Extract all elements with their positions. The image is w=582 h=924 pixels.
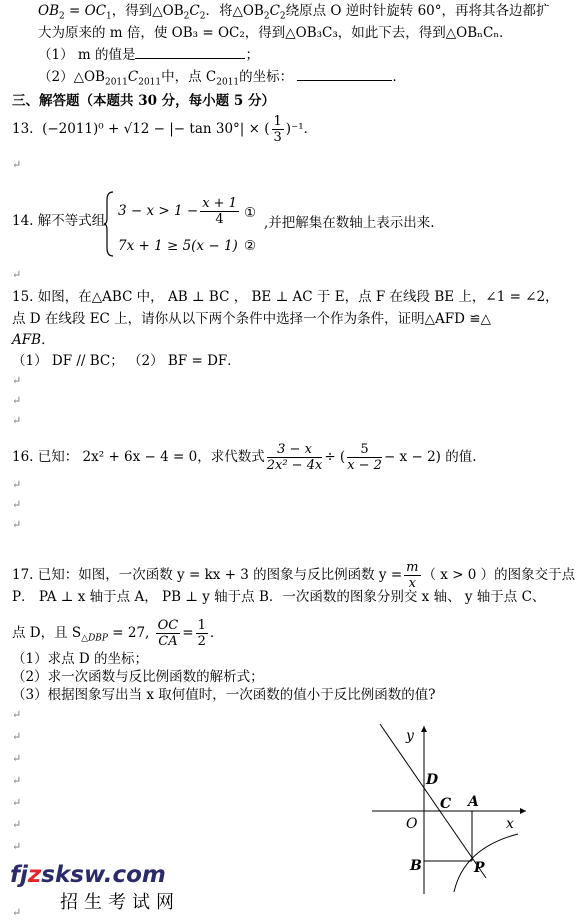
question-13: 13. (−2011)⁰ + √12 − |− tan 30°| × ( $\frac{1}{3}$ )⁻¹． [12, 114, 318, 145]
question-15-line3: AFB． [12, 332, 55, 348]
return-mark: ↵ [12, 818, 22, 831]
label-d: D [426, 772, 439, 788]
rotation-text-line2: 大为原来的 m 倍，使 OB₃ = OC₂，得到△OB₃C₃，如此下去，得到△OBₙCₙ． [38, 25, 513, 41]
question-17-sub2: （2）求一次函数与反比例函数的解析式； [12, 669, 264, 685]
logo-tagline: 招生考试网 [60, 892, 180, 913]
question-16: 16. 已知： 2x² + 6x − 4 = 0，求代数式 $\frac{3 - x}{\text{2x² − 4x}}$ ÷ ( $\frac{5}{x - 2}$ − x − 2) 的值. [12, 442, 477, 473]
inequality-1: 3 − x > 1 − $\frac{x + 1}{4}$ [118, 196, 237, 227]
return-mark: ↵ [12, 752, 22, 765]
label-p: P [474, 860, 485, 876]
question-15-line2: 点 D 在线段 EC 上，请你从以下两个条件中选择一个作为条件，证明△AFD ≌△ [12, 311, 491, 327]
label-o: O [406, 816, 418, 832]
return-mark: ↵ [12, 158, 22, 171]
question-17-line2: P． PA ⊥ x 轴于点 A， PB ⊥ y 轴于点 B．一次函数的图象分别交 x 轴、 y 轴于点 C、 [12, 589, 546, 605]
question-m-value: （1） m 的值是 ； [38, 47, 259, 63]
return-mark: ↵ [12, 478, 22, 491]
question-17-sub3: （3）根据图象写出当 x 取何值时，一次函数的值小于反比例函数的值? [12, 687, 436, 703]
answer-blank-2[interactable] [297, 68, 392, 81]
question-15-line1: 15. 如图，在△ABC 中， AB ⊥ BC ， BE ⊥ AC 于 E，点 F 在线段 BE 上，∠1 = ∠2， [12, 289, 559, 305]
return-mark: ↵ [12, 518, 22, 531]
rotation-text-line1: $OB_2 = OC_1$，得到$\triangle OB_2C_2$．将$\triangle OB_2C_2$绕原点 O 逆时针旋转 60°，再将其各边都扩 [38, 3, 550, 22]
logo-brand: fjzsksw.com [10, 862, 166, 888]
label-x: x [506, 816, 514, 832]
answer-blank-1[interactable] [135, 46, 245, 59]
return-mark: ↵ [12, 414, 22, 427]
return-mark: ↵ [12, 374, 22, 387]
inequality-2: 7x + 1 ≥ 5(x − 1) [118, 238, 238, 254]
return-mark: ↵ [12, 730, 22, 743]
coordinate-figure [368, 718, 538, 898]
return-mark: ↵ [12, 268, 22, 281]
question-17-line3: 点 D，且 $S_{\triangle DBP} = 27$, $\frac{OC}{CA}$ = $\frac{1}{2}$ ． [12, 618, 224, 649]
return-mark: ↵ [12, 840, 22, 853]
hyperbola-curve [454, 834, 518, 892]
brace-icon [103, 190, 115, 258]
return-mark: ↵ [12, 774, 22, 787]
label-b: B [410, 858, 422, 874]
return-mark: ↵ [12, 498, 22, 511]
question-14-lead: 14. 解不等式组 [12, 213, 106, 229]
inequality-2-mark: ② [244, 238, 257, 254]
label-a: A [468, 794, 479, 810]
question-17-line1: 17. 已知：如图，一次函数 y = kx + 3 的图象与反比例函数 y = $\frac{m}{x}$ （ x > 0 ）的图象交于点 [12, 560, 576, 591]
section-heading: 三、解答题（本题共 30 分，每小题 5 分） [12, 93, 275, 109]
site-logo [10, 862, 180, 914]
question-c2011-coordinate: $(2)\triangle OB_{2011}C_{2011}$中，点 $C_{2011}$的坐标： ． [38, 69, 406, 88]
return-mark: ↵ [12, 796, 22, 809]
return-mark: ↵ [12, 906, 22, 919]
inequality-1-mark: ① [244, 205, 257, 221]
question-14-tail: ,并把解集在数轴上表示出来. [264, 215, 435, 231]
label-c: C [440, 796, 452, 812]
question-17-sub1: （1）求点 D 的坐标； [12, 651, 148, 667]
fraction-one-third: $\frac{1}{3}$ [273, 114, 282, 145]
label-y: y [406, 728, 414, 744]
return-mark: ↵ [12, 394, 22, 407]
return-mark: ↵ [12, 708, 22, 721]
question-15-options: （1） DF // BC； （2） BF = DF． [12, 353, 241, 369]
